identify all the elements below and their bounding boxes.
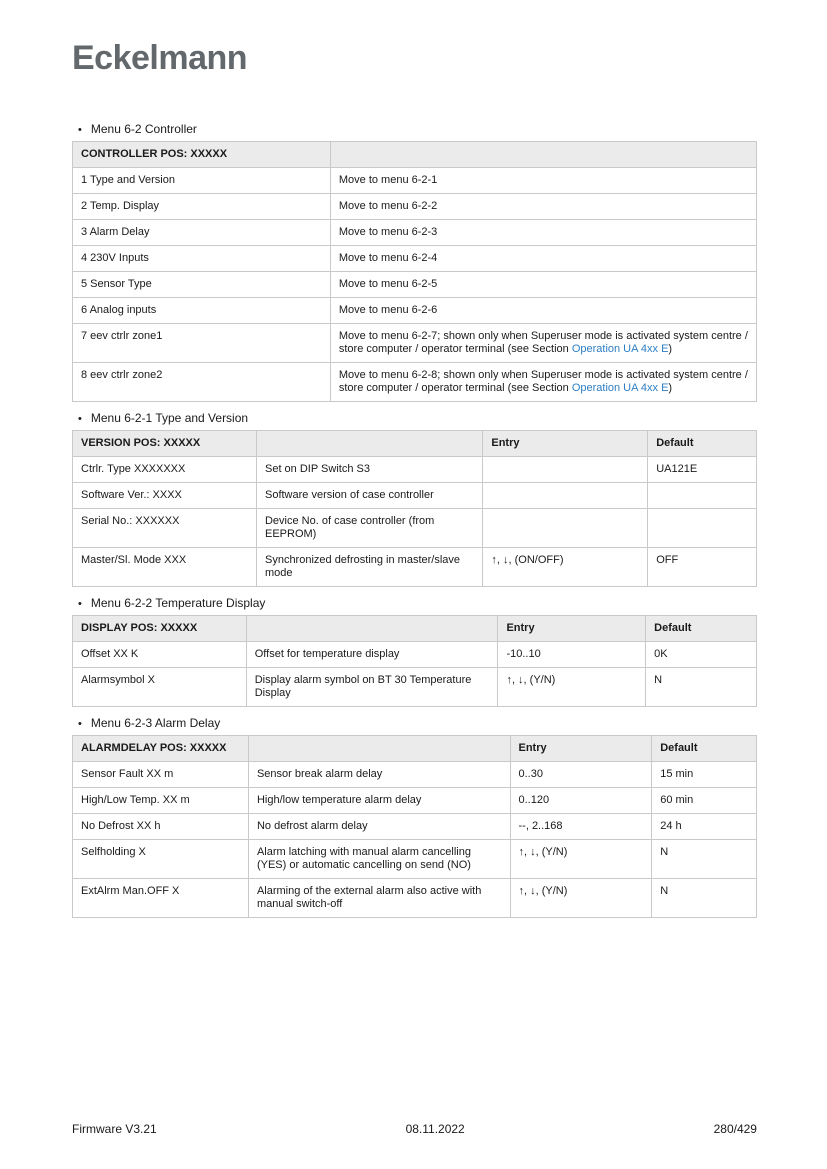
table-row [73, 814, 757, 840]
section-title [78, 122, 757, 137]
table-row [73, 642, 757, 668]
section-title-label: Menu 6-2 Controller [90, 122, 197, 136]
sections-container [72, 122, 757, 918]
table-header-cell: Default [646, 616, 757, 642]
section-title-label: Menu 6-2-1 Type and Version [90, 411, 249, 425]
table-row [73, 762, 757, 788]
table-cell: Software version of case controller [256, 483, 482, 509]
table-row [73, 194, 757, 220]
table-cell: 60 min [652, 788, 757, 814]
table-header-cell [256, 431, 482, 457]
table-cell: Move to menu 6-2-1 [330, 168, 756, 194]
table-cell: Set on DIP Switch S3 [256, 457, 482, 483]
table-cell: ↑, ↓, (ON/OFF) [483, 548, 648, 587]
table-cell: Display alarm symbol on BT 30 Temperature Display [246, 668, 498, 707]
table-row [73, 840, 757, 879]
footer-date: 08.11.2022 [405, 1122, 465, 1136]
table-header-row [73, 736, 757, 762]
menu-section [72, 716, 757, 918]
table-cell: Ctrlr. Type XXXXXXX [73, 457, 257, 483]
table-row [73, 879, 757, 918]
table-cell: Selfholding X [73, 840, 249, 879]
table-cell: -10..10 [498, 642, 646, 668]
table-cell: 6 Analog inputs [73, 298, 331, 324]
table-cell: Synchronized defrosting in master/slave mode [256, 548, 482, 587]
table-header-cell: Entry [498, 616, 646, 642]
table-cell: ↑, ↓, (Y/N) [510, 879, 652, 918]
table-cell: ExtAlrm Man.OFF X [73, 879, 249, 918]
table-cell: UA121E [648, 457, 757, 483]
table-row [73, 246, 757, 272]
table-header-row [73, 142, 757, 168]
table-cell: 4 230V Inputs [73, 246, 331, 272]
table-cell: Device No. of case controller (from EEPROM) [256, 509, 482, 548]
table-cell: Move to menu 6-2-4 [330, 246, 756, 272]
table-row [73, 668, 757, 707]
table-cell [483, 509, 648, 548]
table-row [73, 457, 757, 483]
table-header-row [73, 431, 757, 457]
table-cell: 15 min [652, 762, 757, 788]
eckelmann-logo: Eckelmann [72, 39, 248, 77]
table-cell: N [652, 879, 757, 918]
table-row [73, 272, 757, 298]
page-footer [72, 1122, 757, 1136]
table-cell: Master/Sl. Mode XXX [73, 548, 257, 587]
table-cell: Sensor Fault XX m [73, 762, 249, 788]
bullet-icon: • [78, 124, 82, 136]
table-cell [648, 509, 757, 548]
table-cell: Alarmsymbol X [73, 668, 247, 707]
table-cell: N [652, 840, 757, 879]
table-cell: Move to menu 6-2-8; shown only when Superuser mode is activated system centre / store computer / operator terminal (see Section Operation UA 4xx E) [330, 363, 756, 402]
table-header-cell: Default [648, 431, 757, 457]
section-title-label: Menu 6-2-2 Temperature Display [90, 596, 266, 610]
table-header-cell [246, 616, 498, 642]
menu-table [72, 430, 757, 587]
table-cell: ↑, ↓, (Y/N) [510, 840, 652, 879]
table-row [73, 548, 757, 587]
table-cell: 3 Alarm Delay [73, 220, 331, 246]
table-cell: ↑, ↓, (Y/N) [498, 668, 646, 707]
table-cell: Move to menu 6-2-2 [330, 194, 756, 220]
table-cell: Offset for temperature display [246, 642, 498, 668]
table-cell: 0K [646, 642, 757, 668]
table-cell: N [646, 668, 757, 707]
table-cell: Sensor break alarm delay [248, 762, 510, 788]
table-cell: Alarm latching with manual alarm cancelling (YES) or automatic cancelling on send (NO) [248, 840, 510, 879]
table-header-row [73, 616, 757, 642]
bullet-icon: • [78, 598, 82, 610]
footer-firmware-version: Firmware V3.21 [72, 1122, 157, 1136]
table-cell: --, 2..168 [510, 814, 652, 840]
table-cell [483, 457, 648, 483]
menu-table [72, 615, 757, 707]
table-header-cell: VERSION POS: XXXXX [73, 431, 257, 457]
menu-section [72, 411, 757, 587]
table-cell: No defrost alarm delay [248, 814, 510, 840]
table-cell: OFF [648, 548, 757, 587]
table-cell: High/Low Temp. XX m [73, 788, 249, 814]
section-link[interactable]: Operation UA 4xx E [571, 343, 669, 355]
table-cell: High/low temperature alarm delay [248, 788, 510, 814]
menu-section [72, 596, 757, 707]
table-cell: 0..30 [510, 762, 652, 788]
table-row [73, 298, 757, 324]
table-cell: Software Ver.: XXXX [73, 483, 257, 509]
table-row [73, 363, 757, 402]
table-cell: Move to menu 6-2-7; shown only when Superuser mode is activated system centre / store computer / operator terminal (see Section Operation UA 4xx E) [330, 324, 756, 363]
table-row [73, 168, 757, 194]
section-title [78, 596, 757, 611]
table-header-cell: Default [652, 736, 757, 762]
table-header-cell: ALARMDELAY POS: XXXXX [73, 736, 249, 762]
section-link[interactable]: Operation UA 4xx E [571, 382, 669, 394]
table-cell: 0..120 [510, 788, 652, 814]
section-title-label: Menu 6-2-3 Alarm Delay [90, 716, 221, 730]
table-row [73, 324, 757, 363]
menu-table [72, 735, 757, 918]
section-title [78, 411, 757, 426]
table-cell [648, 483, 757, 509]
section-title [78, 716, 757, 731]
bullet-icon: • [78, 413, 82, 425]
table-cell: Move to menu 6-2-5 [330, 272, 756, 298]
table-header-cell [248, 736, 510, 762]
table-cell: 24 h [652, 814, 757, 840]
table-cell: Alarming of the external alarm also active with manual switch-off [248, 879, 510, 918]
table-cell [483, 483, 648, 509]
table-cell: 5 Sensor Type [73, 272, 331, 298]
table-cell: 1 Type and Version [73, 168, 331, 194]
table-cell: Serial No.: XXXXXX [73, 509, 257, 548]
table-row [73, 220, 757, 246]
table-header-cell [330, 142, 756, 168]
table-cell: Move to menu 6-2-6 [330, 298, 756, 324]
table-row [73, 509, 757, 548]
table-header-cell: Entry [510, 736, 652, 762]
table-cell: 2 Temp. Display [73, 194, 331, 220]
table-cell: 7 eev ctrlr zone1 [73, 324, 331, 363]
table-header-cell: CONTROLLER POS: XXXXX [73, 142, 331, 168]
table-cell: Move to menu 6-2-3 [330, 220, 756, 246]
bullet-icon: • [78, 718, 82, 730]
table-cell: Offset XX K [73, 642, 247, 668]
table-cell: No Defrost XX h [73, 814, 249, 840]
menu-section [72, 122, 757, 402]
footer-page-number: 280/429 [713, 1122, 757, 1136]
menu-table [72, 141, 757, 402]
table-header-cell: DISPLAY POS: XXXXX [73, 616, 247, 642]
table-cell: 8 eev ctrlr zone2 [73, 363, 331, 402]
table-row [73, 483, 757, 509]
table-row [73, 788, 757, 814]
table-header-cell: Entry [483, 431, 648, 457]
